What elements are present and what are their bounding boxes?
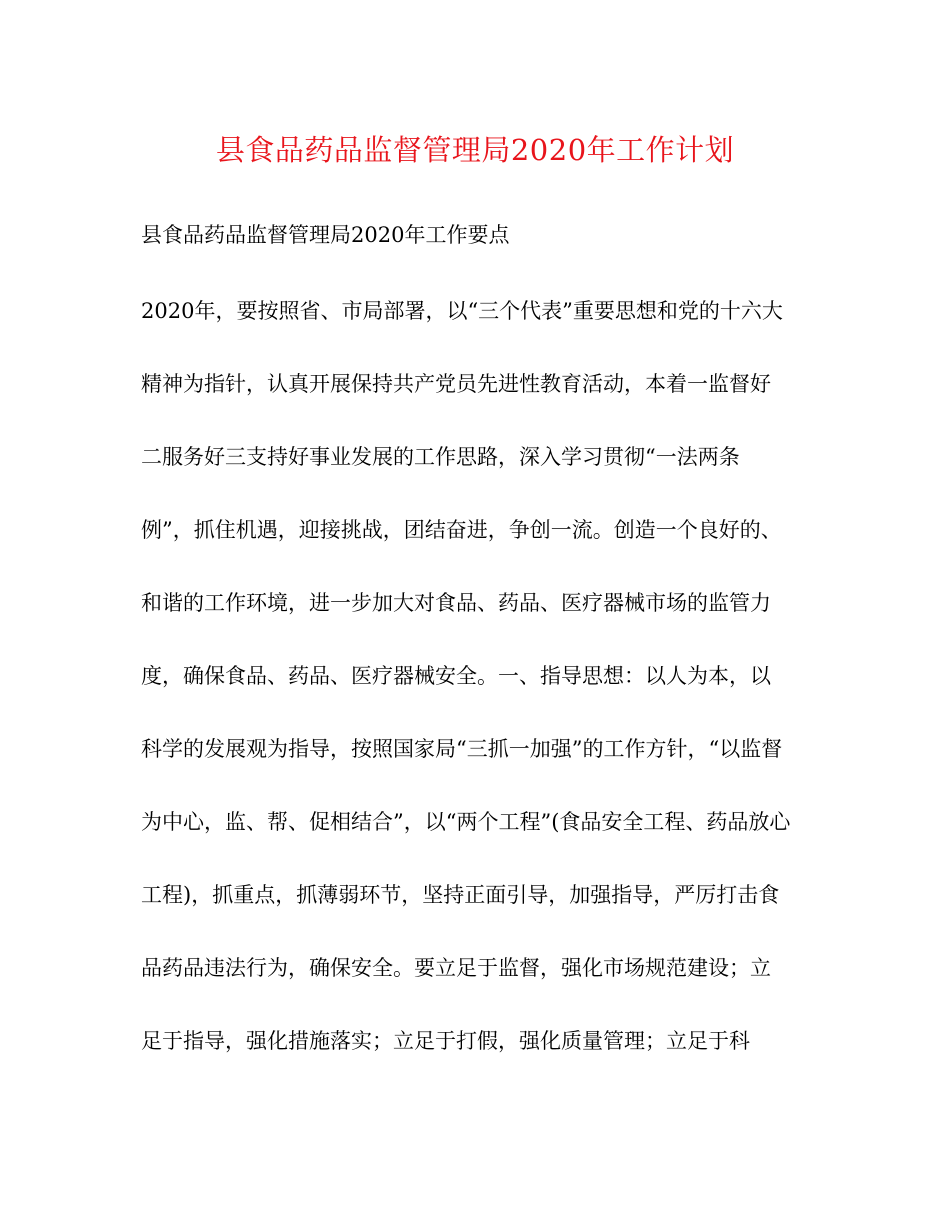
body-line: 和谐的工作环境，进一步加大对食品、药品、医疗器械市场的监管力: [141, 591, 771, 615]
body-line: 为中心，监、帮、促相结合”，以“两个工程”(食品安全工程、药品放心: [141, 810, 791, 834]
body-line: 科学的发展观为指导，按照国家局“三抓一加强”的工作方针，“以监督: [141, 737, 783, 761]
body-line: 品药品违法行为，确保安全。要立足于监督，强化市场规范建设；立: [141, 956, 771, 980]
body-line: 精神为指针，认真开展保持共产党员先进性教育活动，本着一监督好: [141, 372, 771, 396]
body-line: 足于指导，强化措施落实；立足于打假，强化质量管理；立足于科: [141, 1029, 750, 1053]
body-line: 度，确保食品、药品、医疗器械安全。一、指导思想：以人为本，以: [141, 664, 771, 688]
body-line: 工程)，抓重点，抓薄弱环节，坚持正面引导，加强指导，严厉打击食: [141, 883, 780, 907]
body-line: 二服务好三支持好事业发展的工作思路，深入学习贯彻“一法两条: [141, 445, 740, 469]
body-line: 2020年，要按照省、市局部署，以“三个代表”重要思想和党的十六大: [141, 299, 783, 323]
document-title: 县食品药品监督管理局2020年工作计划: [215, 133, 735, 167]
body-line: 例”，抓住机遇，迎接挑战，团结奋进，争创一流。创造一个良好的、: [141, 518, 782, 542]
document-subtitle: 县食品药品监督管理局2020年工作要点: [141, 223, 510, 247]
